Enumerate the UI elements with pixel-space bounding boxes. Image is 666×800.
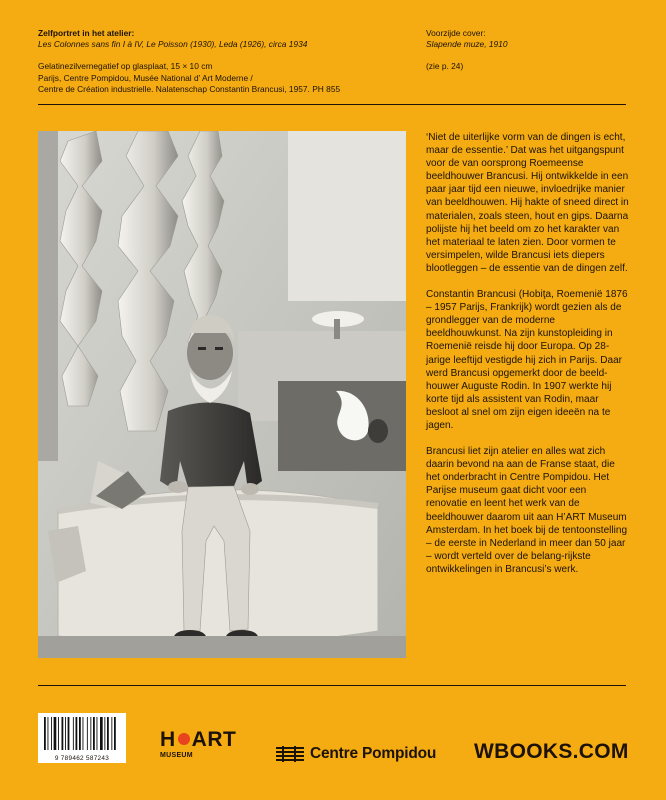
cover-work: Slapende muze, 1910	[426, 39, 508, 50]
pompidou-stripes-icon	[276, 746, 304, 762]
isbn-number: 9 789462 587243	[54, 755, 110, 762]
paragraph-exhibition: Brancusi liet zijn atelier en alles wat zich daarin bevond na aan de Franse staat, die het onderbracht in Centre Pompidou. Het Parijse museum gaat dicht voor een renovatie en leent het werk van de beeldhouwer daarom uit aan H’ART Museum Amsterdam. In het boek bij de tentoonstelling – de eerste in Nederland in meer dan 50 jaar – wordt verteld over de belang-rijkste ontwikkelingen in Brancusi’s werk.	[426, 446, 628, 575]
pompidou-wordmark: Centre Pompidou	[310, 745, 437, 762]
top-divider	[38, 104, 626, 105]
hart-logo-subtitle: MUSEUM	[160, 752, 193, 759]
caption-heading: Zelfportret in het atelier:	[38, 28, 135, 38]
bottom-divider	[38, 685, 626, 686]
hart-logo-letter: H	[160, 728, 176, 751]
caption-credit: Centre de Création industrielle. Nalatenschap Constantin Brancusi, 1957. PH 855	[38, 83, 341, 94]
centre-pompidou-logo	[276, 745, 436, 763]
paragraph-intro: ‘Niet de uiterlijke vorm van de dingen is echt, maar de essentie.’ Dat was het uitgangspunt voor de van oorsprong Roemeense beeldhouwer Brancusi. Hij ontwikkelde in een paar jaar tijd een nieuwe, invloedrijke manier van beeldhouwen. Hij hakte of sneed direct in materialen, zoals steen, hout en gips. Daarna polijste hij het beeld om zo het karakter van het materiaal te laten zien. Door vormen te versimpelen, wilde Brancusi iets diepers blootleggen – de essentie van de dingen zelf.	[426, 132, 629, 274]
wbooks-logo: WBOOKS.COM	[474, 740, 629, 763]
barcode-bars	[38, 713, 126, 753]
caption-medium: Gelatinezilvernegatief op glasplaat, 15 × 10 cm	[38, 61, 213, 72]
brancusi-studio-photo	[38, 131, 406, 658]
caption-works: Les Colonnes sans fin I à IV, Le Poisson (1930), Leda (1926), circa 1934	[38, 39, 308, 50]
hart-logo-word: ART	[191, 728, 237, 751]
photo-caption	[38, 28, 398, 95]
back-cover-text	[426, 131, 630, 589]
cover-heading: Voorzijde cover:	[426, 28, 486, 38]
isbn-barcode	[38, 713, 126, 763]
hart-museum-logo	[160, 730, 250, 759]
heart-dot-icon	[178, 733, 190, 745]
cover-caption	[426, 28, 626, 73]
cover-page-ref: (zie p. 24)	[426, 61, 464, 72]
paragraph-biography: Constantin Brancusi (Hobiţa, Roemenië 1876 – 1957 Parijs, Frankrijk) wordt gezien als de grondlegger van de moderne beeldhouwkunst. Na zijn kunstopleiding in Roemenië reisde hij door Europa. Op 28-jarige leeftijd vestigde hij zich in Parijs. Daar werd Brancusi opgemerkt door de beeld-houwer Auguste Rodin. In 1907 werkte hij korte tijd als assistent van Rodin, maar besloot al snel om zijn eigen ideeën na te jagen.	[426, 289, 628, 431]
caption-collection: Parijs, Centre Pompidou, Musée National d’ Art Moderne /	[38, 72, 253, 83]
